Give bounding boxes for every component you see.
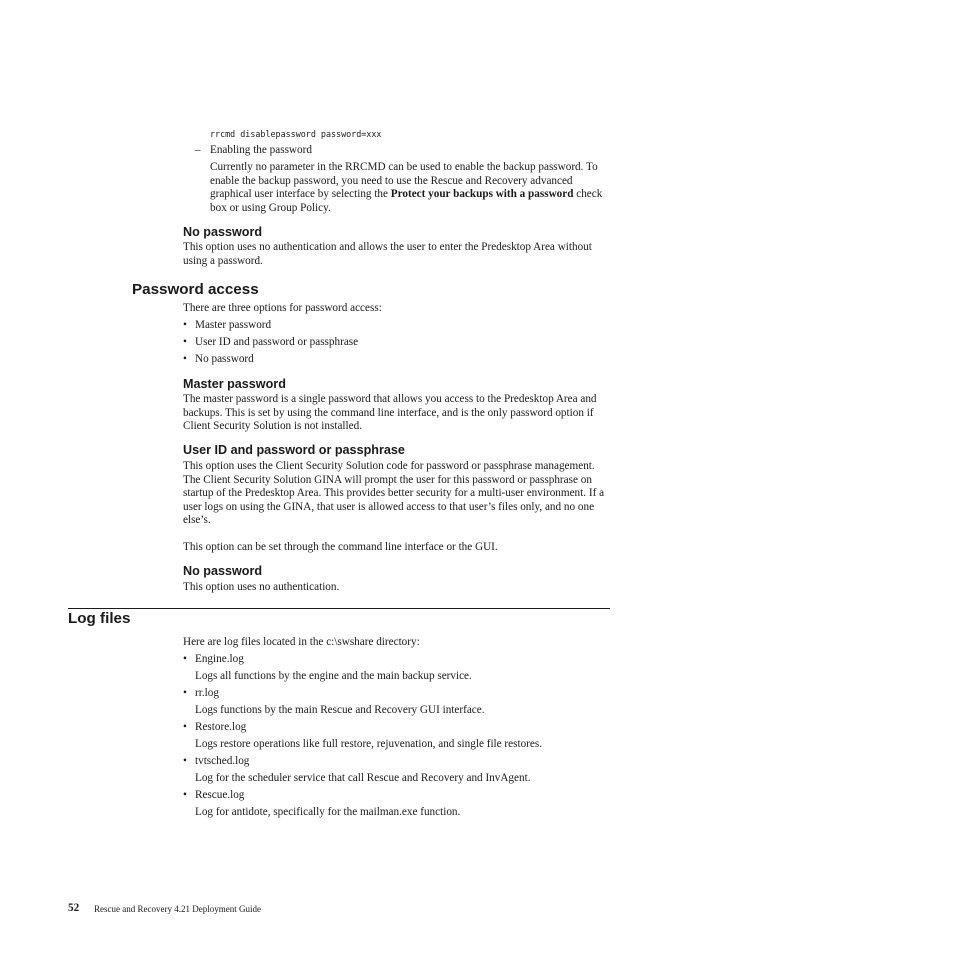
- log-item-desc: Logs all functions by the engine and the main backup service.: [195, 670, 472, 682]
- dash-marker: –: [195, 144, 201, 156]
- enabling-paragraph: [210, 161, 610, 215]
- log-item-desc: Logs functions by the main Rescue and Recovery GUI interface.: [195, 704, 485, 716]
- log-item-name: tvtsched.log: [195, 755, 250, 767]
- bullet-master-password: Master password: [195, 319, 272, 331]
- no-password-body-1: This option uses no authentication and allows the user to enter the Predesktop Area without using a password.: [183, 241, 592, 267]
- log-item-desc: Log for antidote, specifically for the mailman.exe function.: [195, 806, 461, 818]
- password-access-intro: There are three options for password access:: [183, 302, 382, 314]
- log-item-name: rr.log: [195, 687, 219, 699]
- master-password-heading: Master password: [183, 377, 286, 391]
- user-id-body-1: This option uses the Client Security Solution code for password or passphrase management. The Client Security Solution GINA will prompt the user for this password or passphrase on startup of the Predesktop Area. This provides better security for a multi-user environment. If a user logs on using the GINA, that user is allowed access to that user’s files only, and no one else’s.: [183, 460, 605, 527]
- bullet-marker: •: [183, 687, 187, 699]
- log-item-name: Engine.log: [195, 653, 244, 665]
- log-item-name: Rescue.log: [195, 789, 245, 801]
- bullet-user-id: User ID and password or passphrase: [195, 336, 359, 348]
- log-item-name: Restore.log: [195, 721, 247, 733]
- master-password-body: The master password is a single password that allows you access to the Predesktop Area and backups. This is set by using the command line interface, and is the only password option if Client Security Solution is not installed.: [183, 393, 597, 433]
- bullet-marker: •: [183, 353, 187, 365]
- bullet-marker: •: [183, 721, 187, 733]
- no-password-body-2: This option uses no authentication.: [183, 581, 340, 593]
- enabling-text-bold: Protect your backups with a password: [390, 188, 574, 201]
- bullet-marker: •: [183, 653, 187, 665]
- bullet-marker: •: [183, 336, 187, 348]
- log-item-desc: Log for the scheduler service that call Rescue and Recovery and InvAgent.: [195, 772, 531, 784]
- bullet-marker: •: [183, 755, 187, 767]
- bullet-no-password: No password: [195, 353, 254, 365]
- no-password-heading-2: No password: [183, 564, 263, 578]
- log-item-desc: Logs restore operations like full restore, rejuvenation, and single file restores.: [195, 738, 543, 750]
- user-id-body-2: This option can be set through the command line interface or the GUI.: [183, 541, 498, 553]
- password-access-heading: Password access: [132, 281, 259, 298]
- enabling-text-after: check box or using Group Policy.: [210, 188, 603, 214]
- no-password-heading-1: No password: [183, 225, 263, 239]
- log-files-intro: Here are log files located in the c:\swshare directory:: [183, 636, 420, 648]
- enabling-label: Enabling the password: [210, 144, 312, 156]
- bullet-marker: •: [183, 319, 187, 331]
- log-files-heading: Log files: [68, 610, 131, 627]
- code-line: rrcmd disablepassword password=xxx: [210, 129, 382, 139]
- bullet-marker: •: [183, 789, 187, 801]
- section-rule: [68, 608, 610, 609]
- user-id-heading: User ID and password or passphrase: [183, 443, 405, 457]
- enabling-text-before: Currently no parameter in the RRCMD can be used to enable the backup password. To enable the backup password, you need to use the Rescue and Recovery advanced graphical user interface by selecting the: [210, 161, 598, 201]
- footer-title: Rescue and Recovery 4.21 Deployment Guide: [94, 904, 261, 914]
- page-number: 52: [68, 902, 80, 914]
